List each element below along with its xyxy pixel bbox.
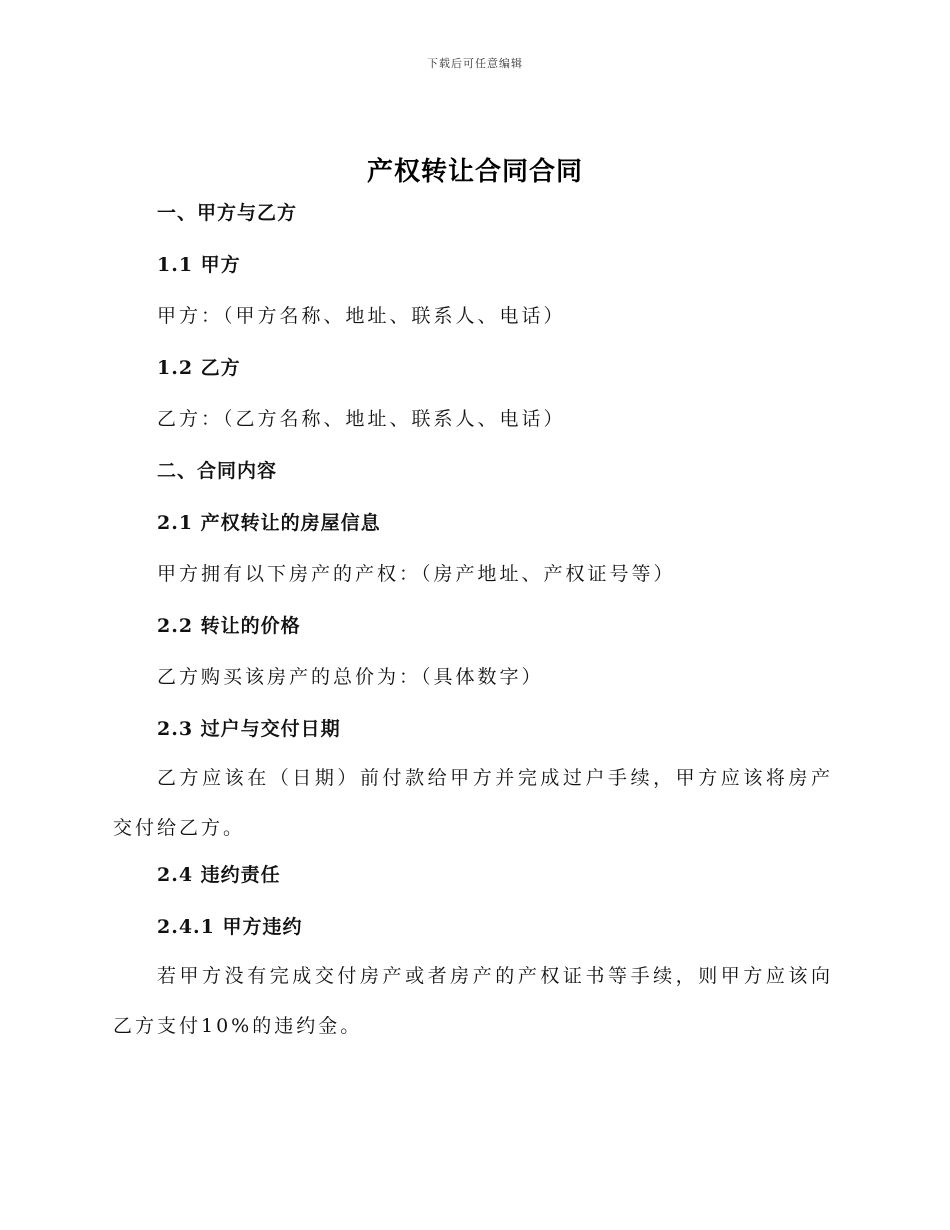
section-heading-1: 一、甲方与乙方 <box>157 202 298 224</box>
subsection-heading-2-4: 2.4 违约责任 <box>157 864 281 886</box>
subsection-heading-2-4-1: 2.4.1 甲方违约 <box>157 916 303 938</box>
party-b-text: 乙方：（乙方名称、地址、联系人、电话） <box>157 408 566 430</box>
price-text: 乙方购买该房产的总价为：（具体数字） <box>157 666 544 688</box>
subsection-heading-2-2: 2.2 转让的价格 <box>157 615 301 637</box>
header-note: 下载后可任意编辑 <box>427 57 523 70</box>
breach-party-a-paragraph: 若甲方没有完成交付房产或者房产的产权证书等手续，则甲方应该向乙方支付10%的违约金。 <box>113 965 833 1037</box>
subsection-heading-2-3: 2.3 过户与交付日期 <box>157 718 341 740</box>
transfer-date-paragraph: 乙方应该在（日期）前付款给甲方并完成过户手续，甲方应该将房产交付给乙方。 <box>113 767 833 839</box>
document-title: 产权转让合同合同 <box>366 157 583 187</box>
section-heading-2: 二、合同内容 <box>157 460 278 482</box>
property-info-text: 甲方拥有以下房产的产权：（房产地址、产权证号等） <box>157 563 676 585</box>
party-a-text: 甲方：（甲方名称、地址、联系人、电话） <box>157 305 566 327</box>
subsection-heading-2-1: 2.1 产权转让的房屋信息 <box>157 512 381 534</box>
subsection-heading-1-2: 1.2 乙方 <box>157 357 241 379</box>
subsection-heading-1-1: 1.1 甲方 <box>157 254 241 276</box>
